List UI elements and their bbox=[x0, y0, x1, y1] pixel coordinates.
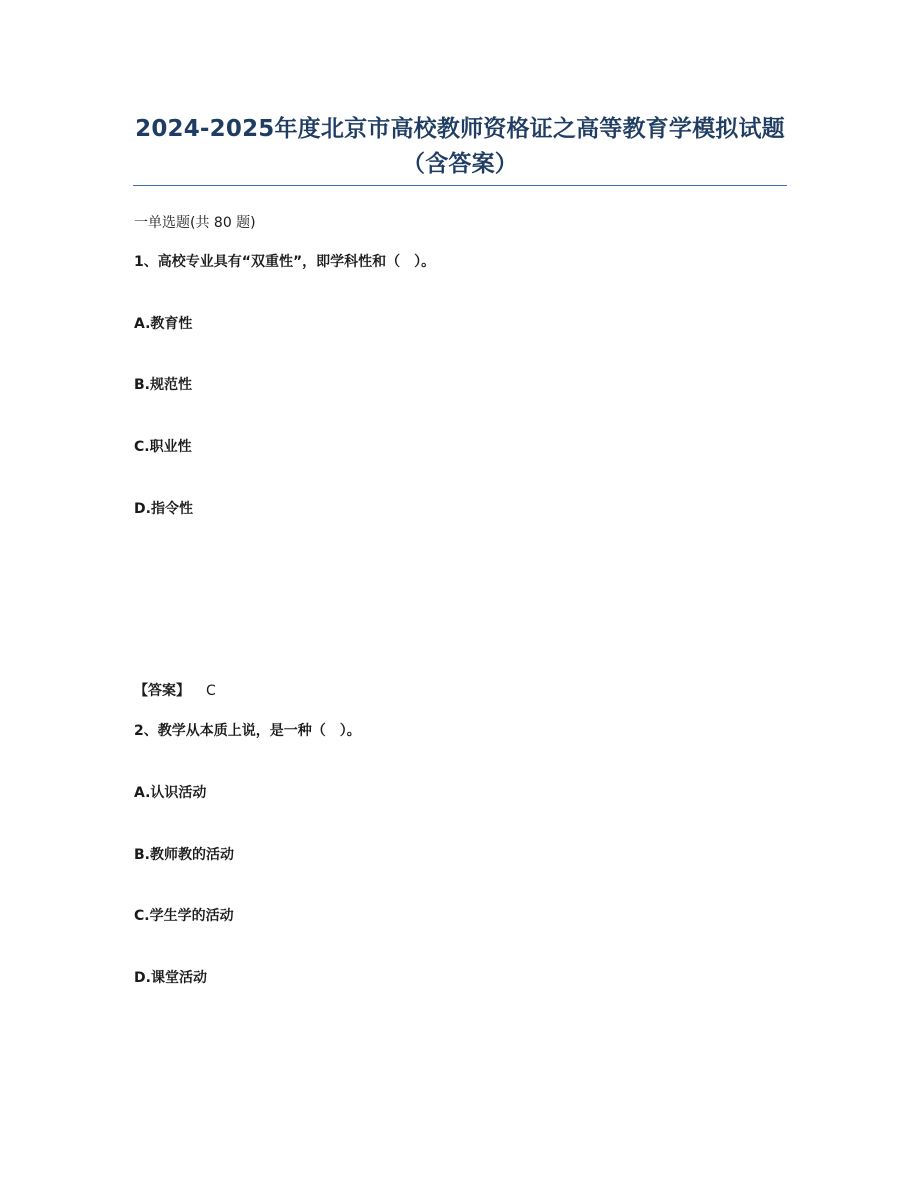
question-1-option-d: D.指令性 bbox=[134, 501, 193, 517]
question-1-option-b: B.规范性 bbox=[134, 377, 192, 393]
question-1-option-c: C.职业性 bbox=[134, 439, 192, 455]
title-divider bbox=[133, 185, 787, 186]
document-title: 2024-2025年度北京市高校教师资格证之高等教育学模拟试题（含答案） bbox=[135, 116, 785, 177]
question-2-option-d: D.课堂活动 bbox=[134, 970, 207, 986]
answer-label: 【答案】 bbox=[134, 683, 190, 699]
question-1-stem: 1、高校专业具有“双重性”，即学科性和（ ）。 bbox=[134, 254, 436, 270]
question-2-stem: 2、教学从本质上说，是一种（ ）。 bbox=[134, 723, 361, 739]
question-2-option-a: A.认识活动 bbox=[134, 785, 207, 801]
question-2-option-b: B.教师教的活动 bbox=[134, 847, 234, 863]
question-1-answer bbox=[134, 681, 216, 701]
answer-value: C bbox=[206, 683, 216, 699]
section-heading: 一单选题(共 80 题) bbox=[134, 215, 256, 231]
question-2-option-c: C.学生学的活动 bbox=[134, 908, 234, 924]
question-1-option-a: A.教育性 bbox=[134, 316, 193, 332]
